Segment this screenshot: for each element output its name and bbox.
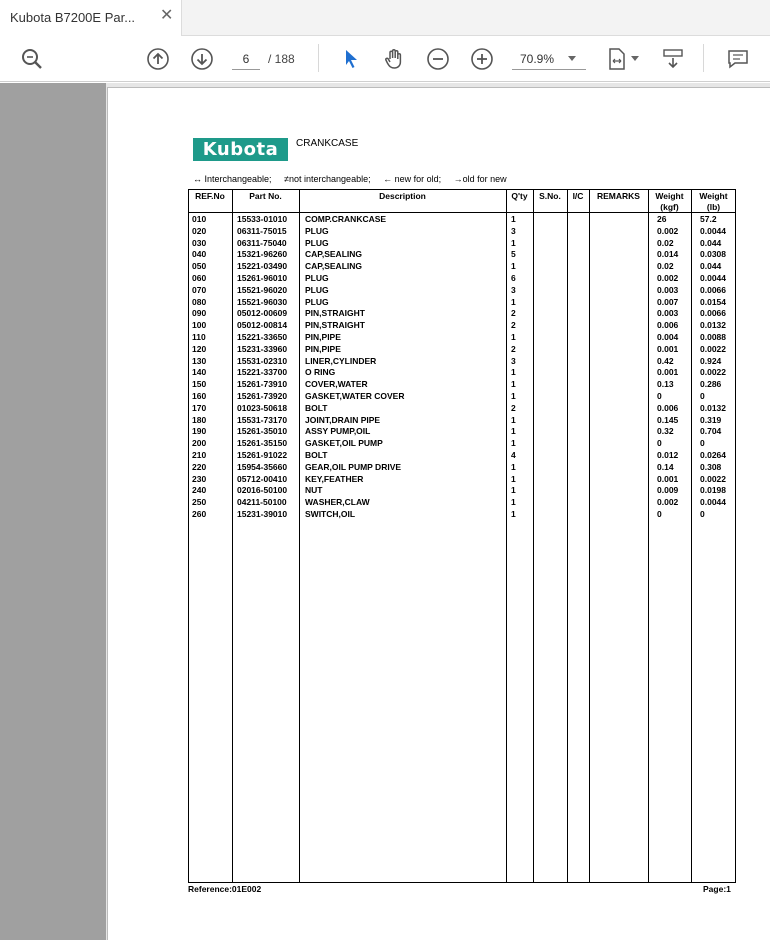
cell-weight-lb: 0.0044 xyxy=(700,497,726,508)
cell-description: NUT xyxy=(305,485,323,496)
cell-part-no: 15521-96030 xyxy=(237,296,288,307)
header-ref: REF.No xyxy=(195,191,225,201)
previous-page-icon[interactable] xyxy=(145,46,171,72)
table-row xyxy=(188,344,736,356)
cell-ref: 030 xyxy=(192,237,207,248)
legend-not-interchangeable: ≠not interchangeable; xyxy=(284,174,371,184)
cell-weight-kgf: 26 xyxy=(657,214,667,224)
cell-ref: 130 xyxy=(192,355,207,366)
table-row xyxy=(188,367,736,379)
kubota-logo: Kubota xyxy=(193,138,288,161)
hand-tool-icon[interactable] xyxy=(381,46,407,72)
toolbar-divider xyxy=(318,44,319,72)
header-weight-lb: Weight (lb) xyxy=(699,191,728,212)
table-row xyxy=(188,485,736,497)
cell-part-no: 15521-96020 xyxy=(237,284,288,295)
table-row xyxy=(188,509,736,521)
cell-weight-kgf: 0.32 xyxy=(657,426,674,437)
cell-description: LINER,CYLINDER xyxy=(305,355,377,366)
page-label: Page:1 xyxy=(703,884,731,894)
cell-weight-lb: 0.0022 xyxy=(700,367,726,378)
cell-weight-kgf: 0 xyxy=(657,390,662,401)
cell-ref: 040 xyxy=(192,249,207,260)
cell-description: GASKET,WATER COVER xyxy=(305,390,405,401)
cell-weight-lb: 0 xyxy=(700,438,705,449)
cell-weight-lb: 0.0066 xyxy=(700,284,726,295)
cell-qty: 2 xyxy=(511,320,516,331)
cell-description: ASSY PUMP,OIL xyxy=(305,426,371,437)
cell-part-no: 15531-73170 xyxy=(237,414,288,425)
cell-weight-lb: 0.044 xyxy=(700,237,722,248)
cell-description: BOLT xyxy=(305,402,328,413)
table-row xyxy=(188,214,736,226)
comment-icon[interactable] xyxy=(725,46,751,72)
cell-ref: 110 xyxy=(192,331,206,342)
table-row xyxy=(188,391,736,403)
cell-weight-kgf: 0.001 xyxy=(657,343,679,354)
cell-weight-lb: 0.308 xyxy=(700,461,722,472)
cell-part-no: 15261-35010 xyxy=(237,426,288,437)
chevron-down-icon[interactable] xyxy=(568,56,576,61)
cell-ref: 160 xyxy=(192,390,207,401)
cell-part-no: 15954-35660 xyxy=(237,461,288,472)
cell-weight-kgf: 0.003 xyxy=(657,284,679,295)
cell-qty: 1 xyxy=(511,461,516,472)
table-row xyxy=(188,238,736,250)
cell-weight-kgf: 0.004 xyxy=(657,331,679,342)
page-title: CRANKCASE xyxy=(296,138,359,149)
cell-qty: 3 xyxy=(511,284,516,295)
cell-qty: 5 xyxy=(511,249,516,260)
table-row xyxy=(188,415,736,427)
viewer-gutter xyxy=(0,83,106,940)
cell-qty: 3 xyxy=(511,225,516,236)
cell-ref: 120 xyxy=(192,343,207,354)
table-row xyxy=(188,474,736,486)
zoom-in-icon[interactable] xyxy=(469,46,495,72)
cell-weight-lb: 0.0308 xyxy=(700,249,726,260)
cell-qty: 1 xyxy=(511,426,516,437)
cell-weight-lb: 0.0264 xyxy=(700,449,726,460)
cell-qty: 1 xyxy=(511,414,516,425)
cell-weight-lb: 0.924 xyxy=(700,355,722,366)
cell-part-no: 15221-33650 xyxy=(237,331,288,342)
cell-ref: 190 xyxy=(192,426,207,437)
toolbar xyxy=(0,36,770,82)
cell-part-no: 15261-96010 xyxy=(237,272,288,283)
cell-weight-lb: 57.2 xyxy=(700,214,717,224)
cell-qty: 2 xyxy=(511,402,516,413)
cell-ref: 180 xyxy=(192,414,207,425)
cell-weight-kgf: 0.145 xyxy=(657,414,679,425)
next-page-icon[interactable] xyxy=(189,46,215,72)
cell-weight-lb: 0.0154 xyxy=(700,296,726,307)
reference-code: Reference:01E002 xyxy=(188,884,262,894)
cell-part-no: 15221-33700 xyxy=(237,367,288,378)
legend-new-for-old: ← new for old; xyxy=(383,174,442,184)
table-row xyxy=(188,379,736,391)
tab-title: Kubota B7200E Par... xyxy=(10,10,136,25)
zoom-out-icon[interactable] xyxy=(425,46,451,72)
cell-ref: 070 xyxy=(192,284,207,295)
zoom-level-select[interactable]: 70.9% xyxy=(512,48,586,70)
cell-qty: 1 xyxy=(511,367,516,378)
cell-part-no: 15261-73920 xyxy=(237,390,288,401)
cell-weight-kgf: 0.14 xyxy=(657,461,674,472)
cell-qty: 4 xyxy=(511,449,516,460)
cell-ref: 060 xyxy=(192,272,207,283)
cell-qty: 1 xyxy=(511,497,516,508)
cell-qty: 1 xyxy=(511,438,516,449)
cell-part-no: 15221-03490 xyxy=(237,261,288,272)
cell-ref: 210 xyxy=(192,449,207,460)
cell-ref: 010 xyxy=(192,214,207,224)
cell-weight-lb: 0.0044 xyxy=(700,272,726,283)
cell-qty: 6 xyxy=(511,272,516,283)
cell-qty: 1 xyxy=(511,508,516,519)
page-total: / 188 xyxy=(268,52,295,66)
cell-weight-kgf: 0.002 xyxy=(657,497,679,508)
page-number-input[interactable]: 6 xyxy=(232,48,260,70)
cell-qty: 1 xyxy=(511,473,516,484)
header-weight-kgf: Weight (kgf) xyxy=(655,191,684,212)
header-sno: S.No. xyxy=(539,191,561,201)
scroll-mode-icon[interactable] xyxy=(660,46,686,72)
cell-weight-lb: 0.0022 xyxy=(700,473,726,484)
cell-description: PIN,STRAIGHT xyxy=(305,308,365,319)
cell-part-no: 04211-50100 xyxy=(237,497,287,508)
cell-weight-kgf: 0 xyxy=(657,508,662,519)
cell-weight-kgf: 0.001 xyxy=(657,367,679,378)
legend-old-for-new: →old for new xyxy=(453,174,507,184)
cell-qty: 1 xyxy=(511,296,516,307)
cell-description: PLUG xyxy=(305,225,329,236)
cell-ref: 240 xyxy=(192,485,207,496)
cell-ref: 200 xyxy=(192,438,207,449)
table-row xyxy=(188,332,736,344)
cell-ref: 140 xyxy=(192,367,207,378)
cell-part-no: 15261-91022 xyxy=(237,449,288,460)
cell-weight-lb: 0.0044 xyxy=(700,225,726,236)
search-zoom-icon[interactable] xyxy=(19,46,45,72)
cell-weight-lb: 0 xyxy=(700,390,705,401)
legend xyxy=(193,174,517,184)
cell-weight-lb: 0.286 xyxy=(700,379,722,390)
cell-description: BOLT xyxy=(305,449,328,460)
cell-weight-kgf: 0.02 xyxy=(657,237,674,248)
cell-ref: 150 xyxy=(192,379,207,390)
cell-part-no: 05012-00814 xyxy=(237,320,288,331)
cell-part-no: 15321-96260 xyxy=(237,249,288,260)
cell-description: JOINT,DRAIN PIPE xyxy=(305,414,381,425)
cell-weight-kgf: 0.006 xyxy=(657,320,679,331)
cell-ref: 170 xyxy=(192,402,207,413)
cell-part-no: 15531-02310 xyxy=(237,355,288,366)
table-row xyxy=(188,320,736,332)
header-part: Part No. xyxy=(249,191,282,201)
cell-weight-kgf: 0.007 xyxy=(657,296,679,307)
cell-weight-lb: 0.0022 xyxy=(700,343,726,354)
cell-weight-kgf: 0.002 xyxy=(657,272,679,283)
cell-description: GEAR,OIL PUMP DRIVE xyxy=(305,461,402,472)
cell-qty: 1 xyxy=(511,485,516,496)
cell-description: CAP,SEALING xyxy=(305,261,362,272)
cell-qty: 1 xyxy=(511,261,516,272)
table-row xyxy=(188,403,736,415)
table-row xyxy=(188,308,736,320)
table-row xyxy=(188,249,736,261)
cell-description: KEY,FEATHER xyxy=(305,473,364,484)
cell-part-no: 15261-35150 xyxy=(237,438,288,449)
tab-bar xyxy=(0,0,770,36)
close-tab-icon[interactable]: ✕ xyxy=(160,7,174,24)
cell-weight-lb: 0.319 xyxy=(700,414,722,425)
toolbar-divider xyxy=(703,44,704,72)
cell-weight-kgf: 0.002 xyxy=(657,225,679,236)
cell-weight-lb: 0.0198 xyxy=(700,485,726,496)
cell-description: O RING xyxy=(305,367,336,378)
cell-ref: 250 xyxy=(192,497,207,508)
cell-weight-lb: 0.0132 xyxy=(700,402,726,413)
cell-weight-kgf: 0.006 xyxy=(657,402,679,413)
header-qty: Q'ty xyxy=(511,191,528,201)
table-row xyxy=(188,226,736,238)
cell-weight-lb: 0.704 xyxy=(700,426,722,437)
table-row xyxy=(188,297,736,309)
legend-interchangeable: ↔ Interchangeable; xyxy=(193,174,272,184)
header-remarks: REMARKS xyxy=(597,191,640,201)
cell-weight-kgf: 0.42 xyxy=(657,355,674,366)
cell-ref: 220 xyxy=(192,461,207,472)
cell-description: PLUG xyxy=(305,296,329,307)
cell-weight-lb: 0.0088 xyxy=(700,331,726,342)
select-cursor-icon[interactable] xyxy=(338,46,364,72)
table-row xyxy=(188,462,736,474)
cell-weight-lb: 0.0066 xyxy=(700,308,726,319)
header-ic: I/C xyxy=(572,191,584,201)
header-description: Description xyxy=(379,191,426,201)
cell-description: PIN,STRAIGHT xyxy=(305,320,365,331)
table-body xyxy=(188,214,736,521)
cell-part-no: 15231-39010 xyxy=(237,508,288,519)
cell-qty: 3 xyxy=(511,355,516,366)
table-row xyxy=(188,273,736,285)
cell-qty: 1 xyxy=(511,214,516,224)
cell-ref: 090 xyxy=(192,308,207,319)
cell-qty: 1 xyxy=(511,390,516,401)
fit-options-chevron-icon[interactable] xyxy=(631,56,639,61)
fit-page-icon[interactable] xyxy=(604,46,630,72)
cell-ref: 050 xyxy=(192,261,207,272)
cell-description: PIN,PIPE xyxy=(305,331,341,342)
cell-description: WASHER,CLAW xyxy=(305,497,370,508)
cell-ref: 230 xyxy=(192,473,207,484)
cell-ref: 100 xyxy=(192,320,207,331)
table-row xyxy=(188,261,736,273)
table-row xyxy=(188,497,736,509)
table-row xyxy=(188,450,736,462)
table-row xyxy=(188,285,736,297)
cell-description: COMP.CRANKCASE xyxy=(305,214,387,224)
cell-weight-kgf: 0.13 xyxy=(657,379,674,390)
cell-qty: 1 xyxy=(511,379,516,390)
cell-part-no: 01023-50618 xyxy=(237,402,288,413)
cell-part-no: 02016-50100 xyxy=(237,485,288,496)
cell-weight-kgf: 0.003 xyxy=(657,308,679,319)
cell-ref: 260 xyxy=(192,508,207,519)
cell-part-no: 15231-33960 xyxy=(237,343,288,354)
table-row xyxy=(188,356,736,368)
cell-description: SWITCH,OIL xyxy=(305,508,356,519)
cell-part-no: 15533-01010 xyxy=(237,214,288,224)
cell-part-no: 06311-75015 xyxy=(237,225,287,236)
cell-weight-kgf: 0.014 xyxy=(657,249,679,260)
cell-description: CAP,SEALING xyxy=(305,249,362,260)
cell-description: PLUG xyxy=(305,272,329,283)
cell-qty: 1 xyxy=(511,237,516,248)
cell-weight-lb: 0 xyxy=(700,508,705,519)
cell-weight-kgf: 0.001 xyxy=(657,473,679,484)
cell-description: PIN,PIPE xyxy=(305,343,341,354)
cell-qty: 1 xyxy=(511,331,516,342)
cell-part-no: 06311-75040 xyxy=(237,237,287,248)
cell-ref: 020 xyxy=(192,225,207,236)
table-row xyxy=(188,438,736,450)
document-tab[interactable] xyxy=(0,0,182,36)
cell-weight-kgf: 0.02 xyxy=(657,261,674,272)
cell-ref: 080 xyxy=(192,296,207,307)
cell-weight-lb: 0.0132 xyxy=(700,320,726,331)
cell-qty: 2 xyxy=(511,308,516,319)
cell-description: GASKET,OIL PUMP xyxy=(305,438,383,449)
table-row xyxy=(188,426,736,438)
cell-weight-kgf: 0.009 xyxy=(657,485,679,496)
cell-description: PLUG xyxy=(305,284,329,295)
cell-weight-kgf: 0 xyxy=(657,438,662,449)
cell-part-no: 05712-00410 xyxy=(237,473,288,484)
cell-qty: 2 xyxy=(511,343,516,354)
cell-description: PLUG xyxy=(305,237,329,248)
cell-part-no: 15261-73910 xyxy=(237,379,288,390)
cell-weight-kgf: 0.012 xyxy=(657,449,679,460)
cell-part-no: 05012-00609 xyxy=(237,308,288,319)
cell-description: COVER,WATER xyxy=(305,379,368,390)
cell-weight-lb: 0.044 xyxy=(700,261,722,272)
